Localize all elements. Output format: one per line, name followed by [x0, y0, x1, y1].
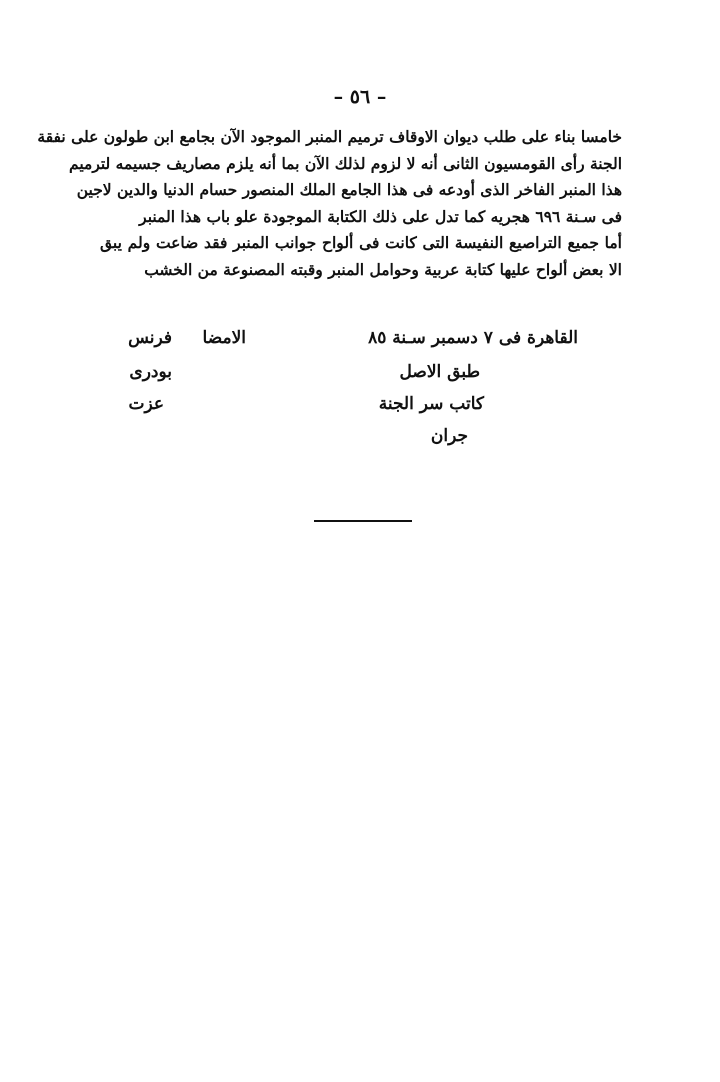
place-date: القاهرة فى ٧ دسمبر سـنة ٨٥ — [368, 328, 578, 348]
signatures-label: الامضا — [202, 328, 246, 348]
secretary-title: كاتب سر الجنة — [378, 394, 484, 414]
paragraph-line: خامسا بناء على طلب ديوان الاوقاف ترميم المنبر الموجود الآن بجامع ابن طولون على نفقة — [37, 127, 622, 146]
signer-1: فرنس — [128, 328, 172, 348]
paragraph-line: أما جميع التراصيع النفيسة التى كانت فى ألواح جوانب المنبر فقد ضاعت ولم يبق — [100, 233, 622, 252]
signer-2: بودرى — [129, 362, 172, 382]
paragraph-line: فى سـنة ٦٩٦ هجريه كما تدل على ذلك الكتابة الموجودة علو باب هذا المنبر — [139, 206, 622, 226]
paragraph-line: الجنة رأى القومسيون الثانى أنه لا لزوم لذلك الآن بما أنه يلزم مصاريف جسيمه لترميم — [69, 153, 622, 173]
body-paragraph — [37, 124, 622, 283]
section-divider — [314, 520, 412, 522]
paragraph-line: هذا المنبر الفاخر الذى أودعه فى هذا الجامع الملك المنصور حسام الدنيا والدين لاجين — [76, 180, 622, 199]
page-number: – ٥٦ – — [333, 86, 387, 108]
secretary-name: جران — [430, 426, 468, 446]
signer-3: عزت — [128, 394, 164, 414]
copy-note: طبق الاصل — [399, 362, 480, 382]
paragraph-line: الا بعض ألواح عليها كتابة عربية وحوامل المنبر وقبته المصنوعة من الخشب — [144, 259, 622, 279]
